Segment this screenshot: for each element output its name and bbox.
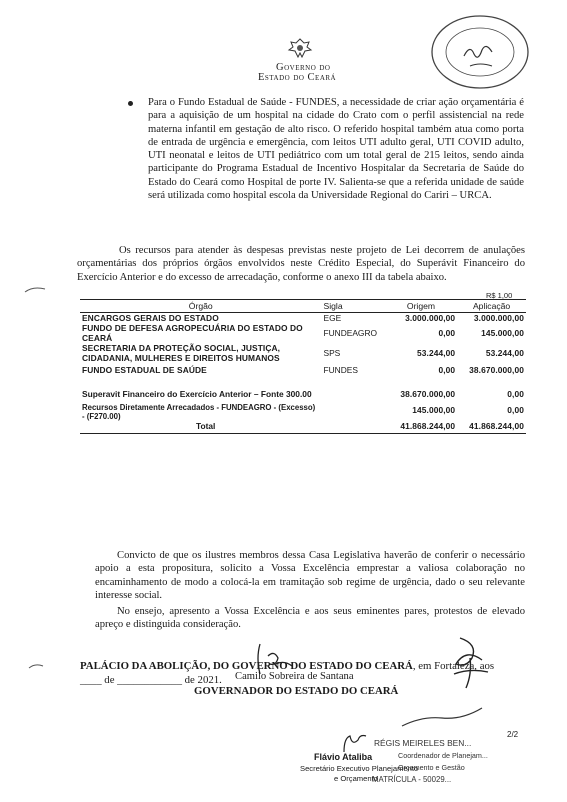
closing-date: ____ de ____________ de 2021. — [80, 674, 222, 686]
cell-aplicacao: 38.670.000,00 — [469, 365, 524, 375]
header-origem: Origem — [385, 300, 457, 313]
table-row — [80, 399, 526, 421]
cell-origem: 0,00 — [438, 365, 456, 375]
cell-orgao: ENCARGOS GERAIS DO ESTADO — [82, 313, 219, 323]
ensejo-paragraph — [95, 605, 525, 632]
cell-orgao: Superavit Financeiro do Exercício Anterior – Fonte 300.00 — [82, 389, 312, 399]
coordinator-signature — [400, 706, 484, 732]
cell-aplicacao: 0,00 — [507, 389, 524, 399]
table-row — [80, 323, 526, 343]
cell-origem: 53.244,00 — [417, 348, 456, 358]
governor-name: Camilo Sobreira de Santana — [235, 671, 354, 682]
margin-mark — [24, 286, 46, 294]
closing-place: PALÁCIO DA ABOLIÇÃO, DO GOVERNO DO ESTADO DO CEARÁ — [80, 660, 413, 672]
cell-aplicacao: 145.000,00 — [481, 328, 524, 338]
governor-title: GOVERNADOR DO ESTADO DO CEARÁ — [194, 685, 399, 697]
cell-origem: 3.000.000,00 — [405, 313, 456, 323]
currency-unit: R$ 1,00 — [486, 291, 513, 300]
budget-table — [80, 299, 526, 434]
fundes-paragraph: Para o Fundo Estadual de Saúde - FUNDES, a necessidade de criar ação orçamentária é para a aquisição de um hospital na cidade do Crato com o perfil assistencial na rede materna infantil em gestação de alto risco. O referido hospital também atua como porta de entrada de urgência e emergência, com leitos UTI adulto geral, UTI COVID adulto, UTI neonatal e leitos de UTI pediátrico com um total geral de 215 leitos, sendo ainda participante do Programa Estadual de Incentivo Hospitalar da Secretaria de Saúde do Estado do Ceará como Hospital de porte IV. Salienta-se que a referida unidade de saúde será utilizada como hospital escola da Universidade Regional do Cariri – URCA. — [148, 97, 524, 202]
page-number: 2/2 — [507, 730, 519, 739]
coordinator-name: RÉGIS MEIRELES BEN... — [374, 738, 472, 748]
cell-sigla — [322, 421, 385, 434]
cell-aplicacao: 0,00 — [507, 405, 524, 415]
cell-sigla: EGE — [323, 313, 342, 323]
bullet-marker — [128, 101, 133, 106]
header-orgao: Órgão — [80, 300, 322, 313]
header-sigla: Sigla — [322, 300, 385, 313]
resources-text: Os recursos para atender às despesas previstas neste projeto de Lei decorrem de anulações orçamentárias dos próprios órgãos envolvidos neste Crédito Especial, do Superávit Financeiro do Exercício Anterior e do excesso de arrecadação, conforme o anexo III da tabela abaixo. — [77, 245, 525, 283]
cell-sigla: SPS — [323, 348, 341, 358]
cell-orgao: Recursos Diretamente Arrecadados - FUNDEAGRO - (Excesso) - (F270.00) — [82, 403, 316, 421]
cell-origem: 145.000,00 — [412, 405, 456, 415]
coordinator-role: Coordenador de Planejam... — [398, 751, 488, 760]
secretary-signature — [338, 732, 368, 754]
cell-sigla — [322, 377, 385, 399]
convicto-text: Convicto de que os ilustres membros dessa Casa Legislativa haverão de conferir o necessário apoio a esta propositura, solicito a Vossa Excelência emprestar a valiosa colaboração no encaminhamento de modo a colocá-la em tramitação sob regime de urgência, dado o seu relevante interesse social. — [95, 550, 525, 601]
table-row — [80, 313, 526, 324]
cell-aplicacao: 53.244,00 — [485, 348, 524, 358]
cell-origem: 0,00 — [438, 328, 456, 338]
convicto-paragraph — [95, 549, 525, 602]
total-origem: 41.868.244,00 — [385, 421, 457, 434]
rubric-signature — [440, 634, 498, 692]
cell-orgao: FUNDO DE DEFESA AGROPECUÁRIA DO ESTADO DO CEARÁ — [82, 323, 303, 343]
total-aplicacao: 41.868.244,00 — [457, 421, 526, 434]
secretary-role-2: e Orçamento — [334, 774, 378, 783]
secretary-name: Flávio Ataliba — [314, 752, 373, 762]
margin-mark — [28, 662, 44, 670]
cell-sigla — [322, 399, 385, 421]
header-aplicacao: Aplicação — [457, 300, 526, 313]
table-row — [80, 363, 526, 377]
state-crest-icon — [287, 38, 313, 58]
header-state: Estado do Ceará — [258, 72, 337, 83]
protocol-stamp — [424, 12, 532, 92]
coordinator-role-2: Orçamento e Gestão — [398, 763, 465, 772]
cell-orgao: FUNDO ESTADUAL DE SAÚDE — [82, 365, 207, 375]
cell-sigla: FUNDES — [323, 365, 358, 375]
coordinator-matricula: MATRÍCULA - 50029... — [372, 775, 452, 784]
total-label: Total — [80, 421, 322, 434]
cell-orgao: SECRETARIA DA PROTEÇÃO SOCIAL, JUSTIÇA, CIDADANIA, MULHERES E DIREITOS HUMANOS — [82, 343, 281, 363]
cell-sigla: FUNDEAGRO — [323, 328, 378, 338]
resources-paragraph — [77, 244, 525, 284]
table-total-row — [80, 421, 526, 434]
cell-origem: 38.670.000,00 — [400, 389, 456, 399]
table-row — [80, 343, 526, 363]
header-government: Governo do — [276, 62, 331, 73]
secretary-role: Secretário Executivo Planejamento — [300, 764, 419, 773]
table-row — [80, 377, 526, 399]
cell-aplicacao: 3.000.000,00 — [473, 313, 524, 323]
closing-rest: , em Fortaleza, aos — [412, 660, 495, 672]
ensejo-text: No ensejo, apresento a Vossa Excelência e aos seus eminentes pares, protestos de elevado apreço e distinguida consideração. — [95, 606, 525, 631]
